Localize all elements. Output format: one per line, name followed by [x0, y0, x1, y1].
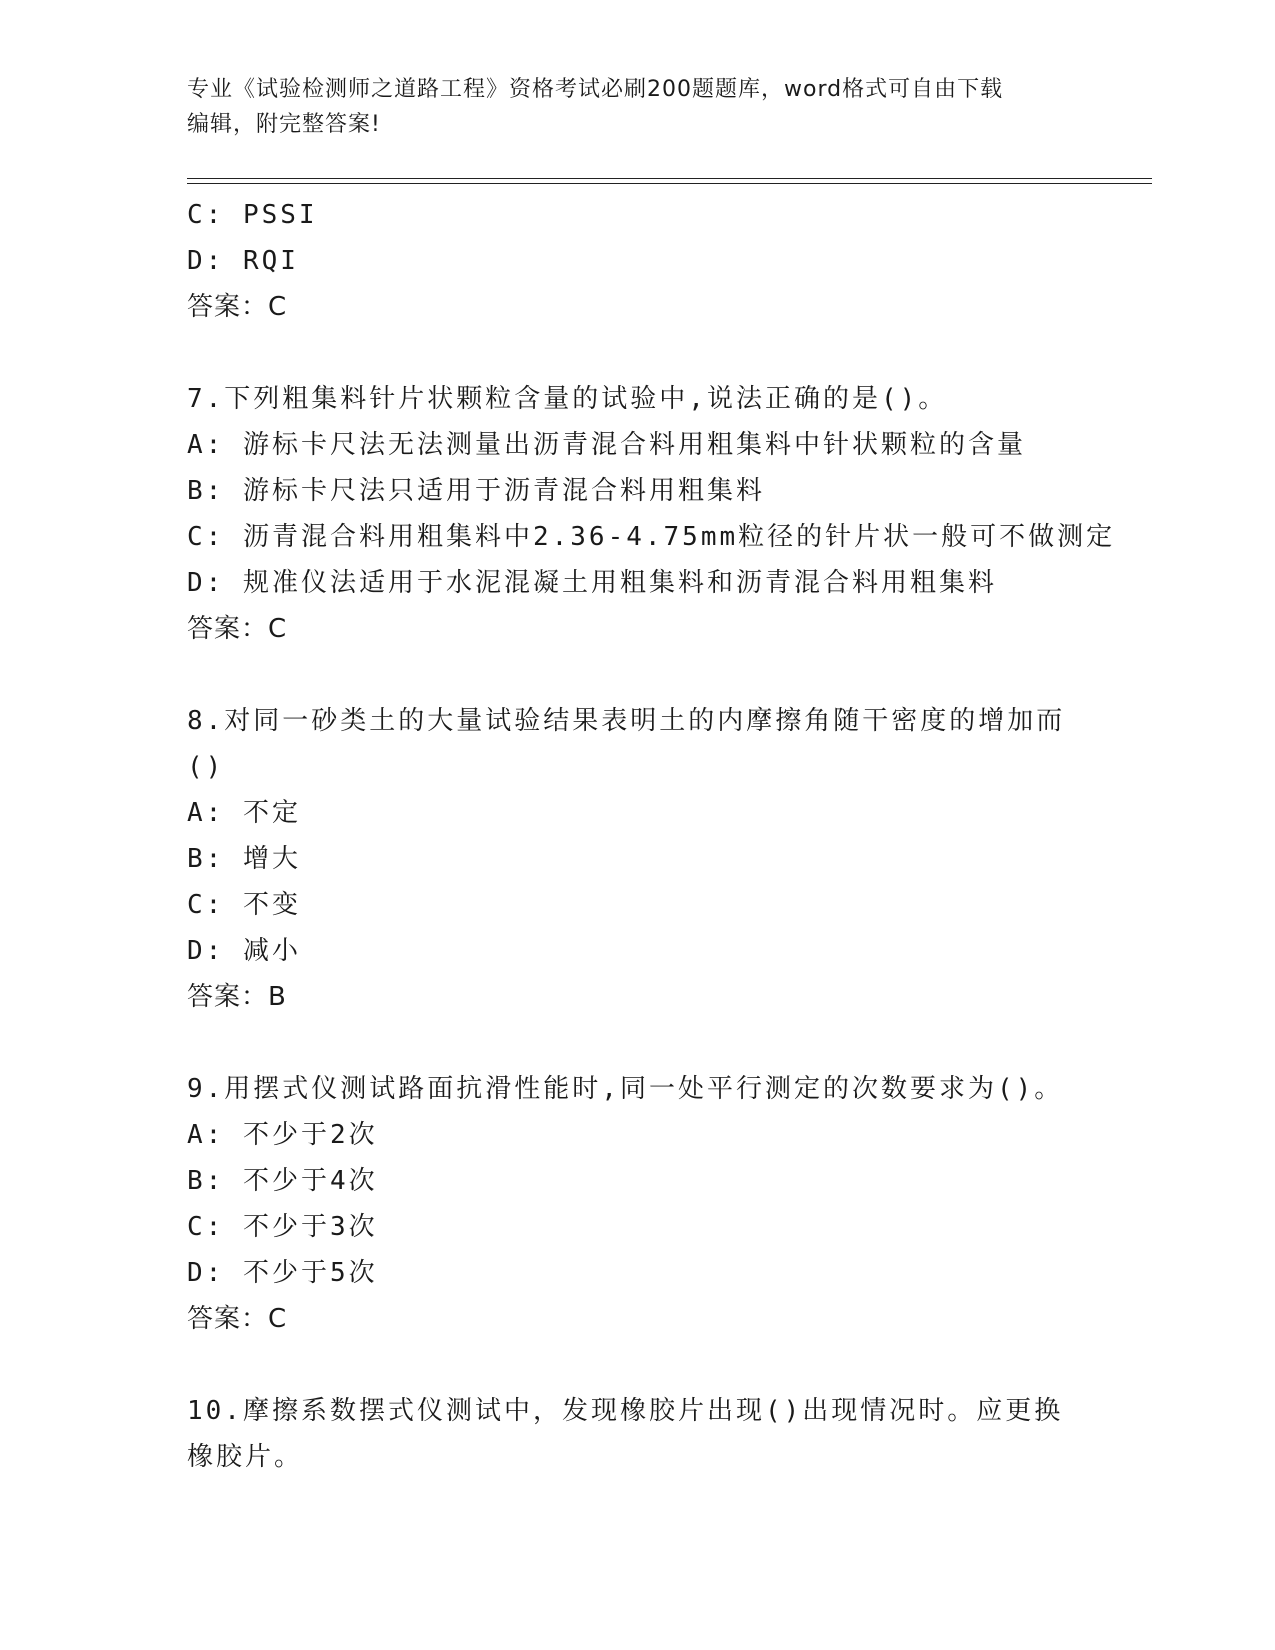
answer-line: 答案：B [187, 982, 287, 1012]
option-c: C: 不变 [187, 890, 301, 920]
question-7 [187, 376, 1116, 652]
option-c: C: PSSI [187, 200, 318, 230]
question-8 [187, 698, 1087, 1020]
spacer [187, 1020, 1087, 1066]
spacer [187, 652, 1087, 698]
document-header [187, 72, 1087, 142]
option-c: C: 沥青混合料用粗集料中2.36-4.75mm粒径的针片状一般可不做测定 [187, 522, 1116, 552]
question-9 [187, 1066, 1087, 1342]
option-d: D: RQI [187, 246, 299, 276]
header-line-2: 编辑，附完整答案! [187, 112, 381, 137]
question-text-line-1: 8.对同一砂类土的大量试验结果表明土的内摩擦角随干密度的增加而 [187, 706, 1066, 736]
answer-line: 答案：C [187, 292, 288, 322]
spacer [187, 1342, 1087, 1388]
option-a: A: 游标卡尺法无法测量出沥青混合料用粗集料中针状颗粒的含量 [187, 430, 1026, 460]
question-text: 9.用摆式仪测试路面抗滑性能时,同一处平行测定的次数要求为()。 [187, 1074, 1064, 1104]
spacer [187, 330, 1087, 376]
header-line-1: 专业《试验检测师之道路工程》资格考试必刷200题题库，word格式可自由下载 [187, 77, 1004, 102]
option-c: C: 不少于3次 [187, 1212, 378, 1242]
question-text: 7.下列粗集料针片状颗粒含量的试验中,说法正确的是()。 [187, 384, 948, 414]
option-d: D: 规准仪法适用于水泥混凝土用粗集料和沥青混合料用粗集料 [187, 568, 997, 598]
option-d: D: 不少于5次 [187, 1258, 378, 1288]
answer-line: 答案：C [187, 614, 288, 644]
question-text-line-2: () [187, 752, 225, 782]
option-b: B: 增大 [187, 844, 301, 874]
option-a: A: 不定 [187, 798, 301, 828]
question-text-line-2: 橡胶片。 [187, 1442, 304, 1472]
question-text-line-1: 10.摩擦系数摆式仪测试中，发现橡胶片出现()出现情况时。应更换 [187, 1396, 1064, 1426]
question-content [187, 192, 1116, 1480]
option-a: A: 不少于2次 [187, 1120, 378, 1150]
answer-line: 答案：C [187, 1304, 288, 1334]
header-divider-bottom [187, 183, 1152, 184]
header-divider-top [187, 178, 1152, 179]
option-b: B: 游标卡尺法只适用于沥青混合料用粗集料 [187, 476, 765, 506]
option-d: D: 减小 [187, 936, 301, 966]
option-b: B: 不少于4次 [187, 1166, 378, 1196]
question-6-tail [187, 192, 1087, 330]
question-10 [187, 1388, 1087, 1480]
